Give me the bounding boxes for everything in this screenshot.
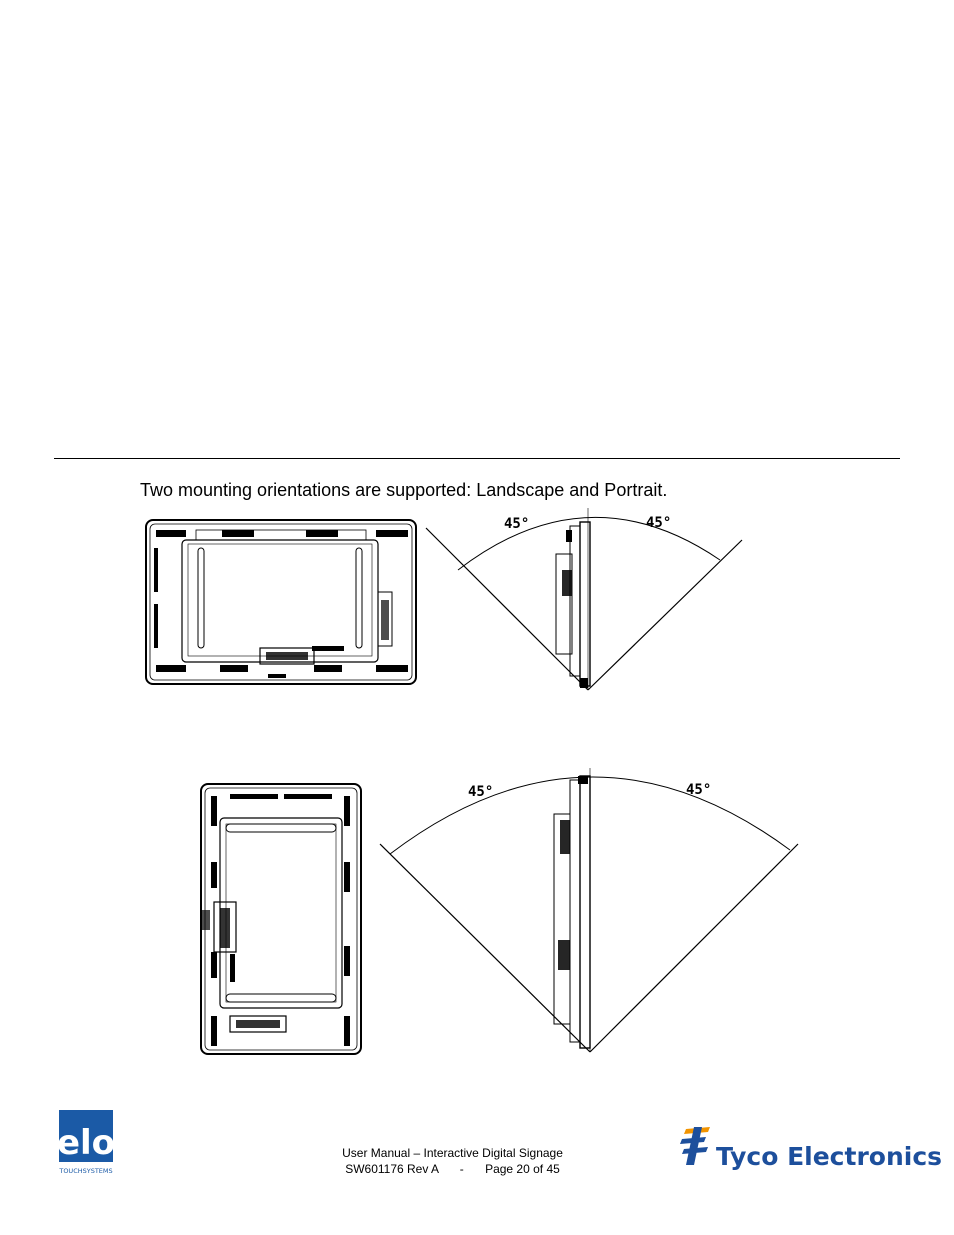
footer-page-number: Page 20 of 45 [485, 1162, 560, 1176]
elo-logo [57, 1108, 117, 1176]
elo-logo-tagline: TOUCHSYSTEMS [59, 1167, 113, 1175]
landscape-rear-view [144, 518, 418, 686]
footer-separator: - [459, 1162, 464, 1176]
tyco-electronics-logo [680, 1125, 943, 1175]
landscape-side-view [420, 500, 750, 700]
intro-paragraph: Two mounting orientations are supported: Landscape and Portrait. [140, 480, 668, 500]
portrait-angle-left: 45° [468, 784, 494, 800]
landscape-angle-right: 45° [646, 515, 672, 531]
footer-doc-number: SW601176 Rev A [345, 1162, 439, 1176]
portrait-side-view [374, 762, 804, 1058]
tyco-logo-text: Tyco Electronics [716, 1142, 943, 1171]
footer-doc-line [300, 1161, 605, 1177]
page-footer [300, 1145, 605, 1177]
elo-logo-mark: elo [56, 1123, 116, 1163]
section-divider [54, 458, 900, 459]
portrait-angle-right: 45° [686, 782, 712, 798]
landscape-angle-left: 45° [504, 516, 530, 532]
footer-manual-title: User Manual – Interactive Digital Signage [342, 1146, 563, 1160]
portrait-rear-view [194, 782, 366, 1058]
